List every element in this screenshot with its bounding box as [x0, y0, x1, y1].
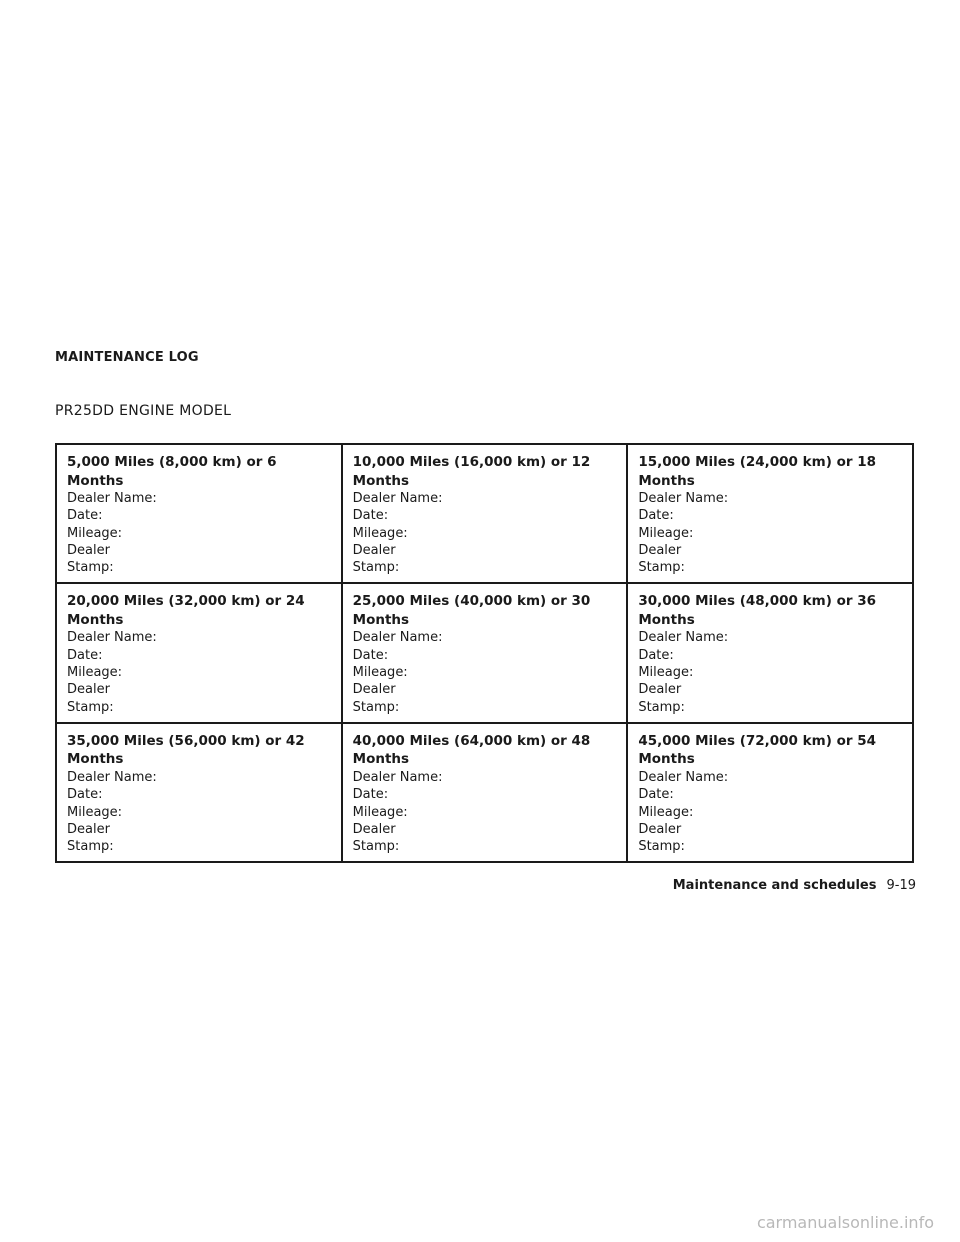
stamp-label: Stamp: [638, 560, 685, 576]
dealer-name-label: Dealer Name: [67, 491, 157, 506]
dealer-name-label: Dealer Name: [352, 630, 443, 646]
log-cell [56, 583, 342, 722]
dealer-label: Dealer [638, 821, 682, 837]
log-cell [342, 444, 628, 583]
stamp-label: Stamp: [352, 839, 400, 855]
log-cell [342, 583, 628, 722]
page-footer [673, 878, 916, 893]
engine-model-subtitle: PR25DD ENGINE MODEL [55, 403, 232, 419]
dealer-name-label: Dealer Name: [638, 630, 729, 646]
stamp-label: Stamp: [638, 699, 685, 715]
mileage-label: Mileage: [638, 665, 694, 681]
log-cell [56, 444, 342, 583]
date-label: Date: [638, 787, 674, 803]
stamp-label: Stamp: [352, 560, 400, 576]
log-cell [627, 583, 913, 722]
date-label: Date: [638, 647, 674, 663]
dealer-label: Dealer [67, 682, 110, 698]
date-label: Date: [638, 508, 674, 524]
dealer-label: Dealer [352, 821, 396, 837]
mileage-label: Mileage: [638, 525, 694, 541]
interval-heading: 15,000 Miles (24,000 km) or 18 Months [638, 454, 876, 489]
section-title: MAINTENANCE LOG [55, 350, 199, 365]
mileage-label: Mileage: [352, 665, 408, 681]
date-label: Date: [67, 647, 103, 663]
interval-heading: 30,000 Miles (48,000 km) or 36 Months [638, 593, 876, 628]
log-cell [342, 723, 628, 862]
mileage-label: Mileage: [67, 525, 123, 541]
dealer-label: Dealer [352, 682, 396, 698]
log-cell [627, 444, 913, 583]
mileage-label: Mileage: [352, 525, 408, 541]
date-label: Date: [352, 508, 389, 524]
table-row [56, 583, 913, 722]
interval-heading: 40,000 Miles (64,000 km) or 48 Months [352, 732, 591, 768]
interval-heading: 20,000 Miles (32,000 km) or 24 Months [67, 593, 305, 628]
dealer-name-label: Dealer Name: [638, 769, 729, 785]
date-label: Date: [67, 508, 103, 524]
stamp-label: Stamp: [638, 839, 685, 855]
interval-heading: 5,000 Miles (8,000 km) or 6 Months [67, 454, 277, 489]
interval-heading: 25,000 Miles (40,000 km) or 30 Months [352, 593, 591, 628]
dealer-name-label: Dealer Name: [352, 491, 443, 506]
mileage-label: Mileage: [67, 804, 123, 820]
dealer-label: Dealer [67, 542, 110, 558]
dealer-name-label: Dealer Name: [352, 769, 443, 785]
mileage-label: Mileage: [638, 804, 694, 820]
interval-heading: 35,000 Miles (56,000 km) or 42 Months [67, 732, 305, 768]
dealer-label: Dealer [352, 542, 396, 558]
maintenance-log-table [55, 443, 914, 863]
table-row [56, 723, 913, 862]
interval-heading: 45,000 Miles (72,000 km) or 54 Months [638, 732, 876, 768]
mileage-label: Mileage: [352, 804, 408, 820]
mileage-label: Mileage: [67, 665, 123, 681]
log-cell [627, 723, 913, 862]
stamp-label: Stamp: [67, 839, 114, 855]
interval-heading: 10,000 Miles (16,000 km) or 12 Months [352, 454, 591, 489]
log-cell [56, 723, 342, 862]
date-label: Date: [352, 787, 389, 803]
footer-chapter-title: Maintenance and schedules [672, 878, 877, 893]
dealer-name-label: Dealer Name: [67, 769, 157, 785]
dealer-label: Dealer [67, 821, 110, 837]
dealer-name-label: Dealer Name: [67, 630, 157, 646]
dealer-name-label: Dealer Name: [638, 491, 729, 506]
stamp-label: Stamp: [67, 560, 114, 576]
table-row [56, 444, 913, 583]
stamp-label: Stamp: [352, 699, 400, 715]
date-label: Date: [67, 787, 103, 803]
dealer-label: Dealer [638, 682, 682, 698]
page-number: 9-19 [886, 878, 916, 893]
stamp-label: Stamp: [67, 699, 114, 715]
date-label: Date: [352, 647, 389, 663]
watermark: carmanualsonline.info [756, 1213, 934, 1232]
dealer-label: Dealer [638, 542, 682, 558]
